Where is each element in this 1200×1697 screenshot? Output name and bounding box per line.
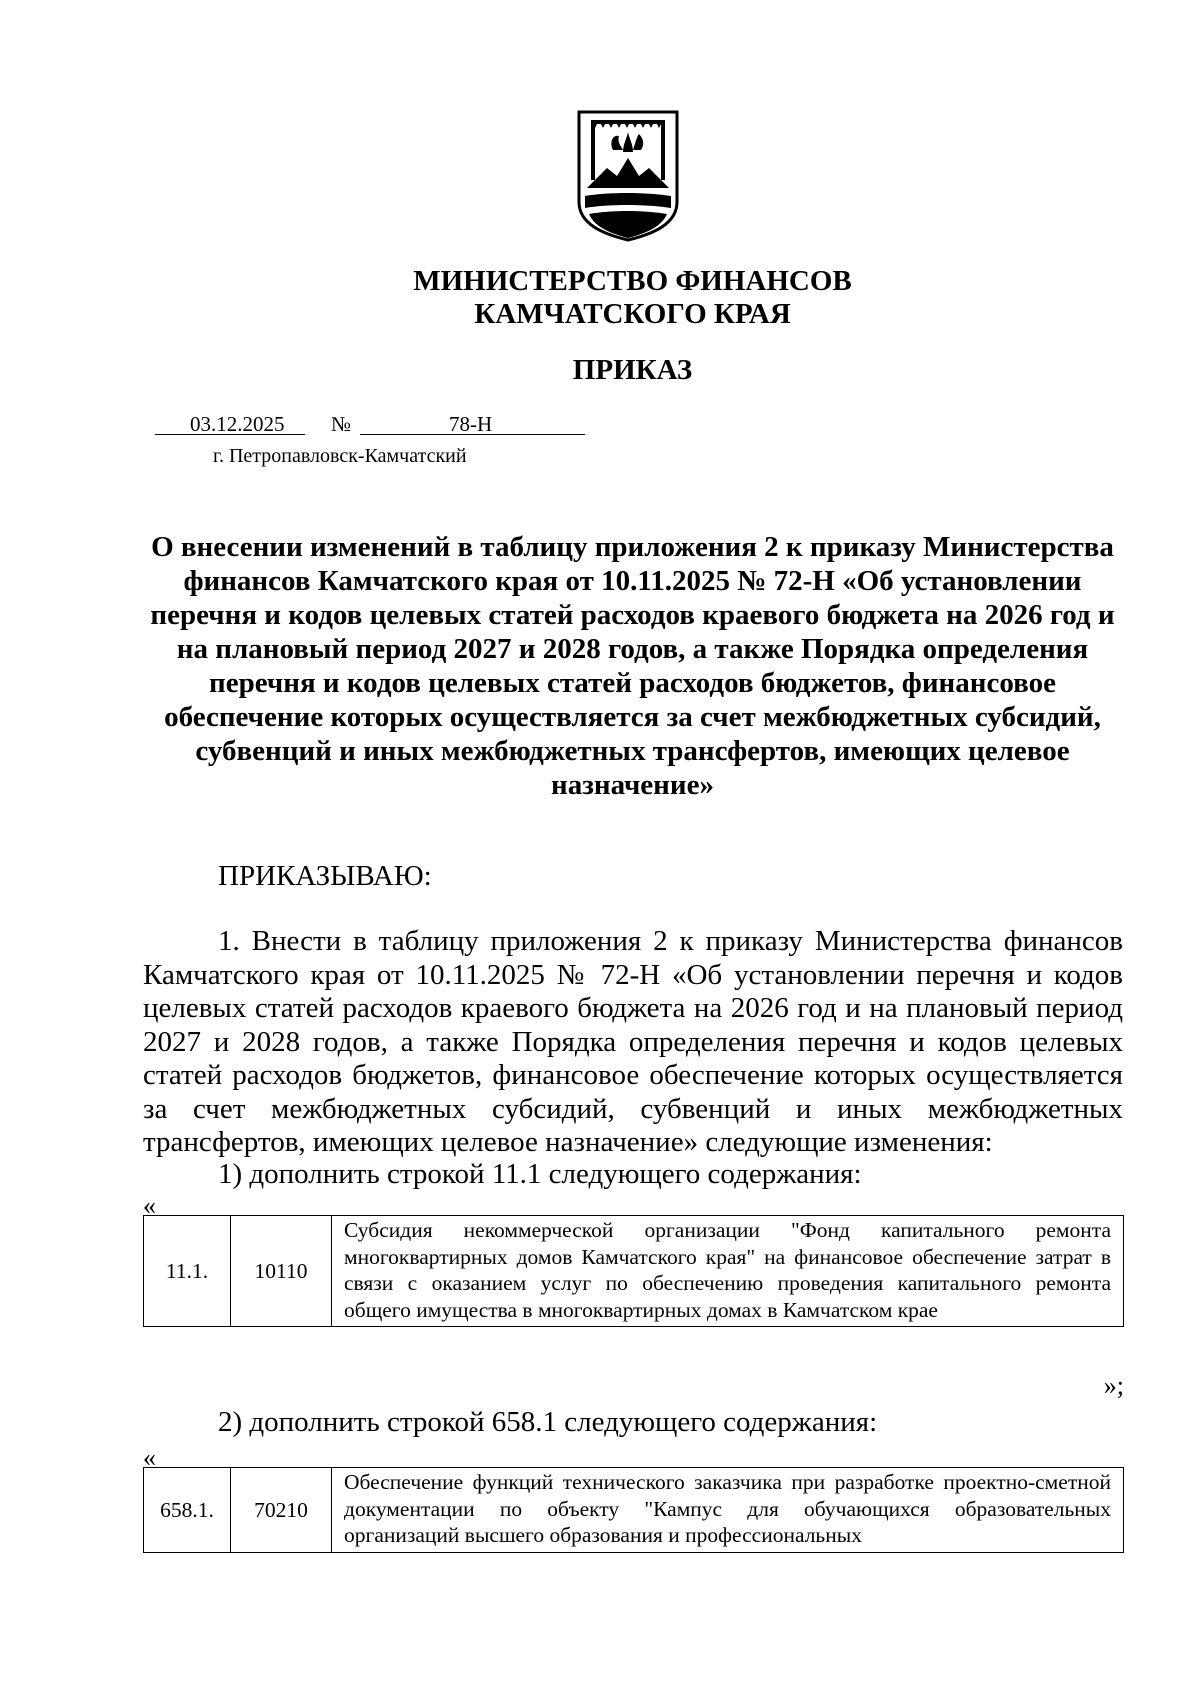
row-number-cell: 658.1. [144,1468,231,1553]
amendment-table-2 [143,1467,1124,1553]
order-word: ПРИКАЗЫВАЮ: [218,860,432,892]
table2-quote-open: « [143,1443,156,1472]
number-underline [360,434,585,435]
item-1: 1) дополнить строкой 11.1 следующего содержания: [218,1158,862,1190]
ministry-name [0,265,1200,331]
row-number-cell: 11.1. [144,1216,231,1327]
description-cell: Обеспечение функций технического заказчика при разработке проектно-сметной документации по объекту "Кампус для обучающихся образовательных организаций высшего образования и профессиональных [332,1468,1124,1553]
amendment-table-1 [143,1215,1124,1327]
code-cell: 70210 [231,1468,332,1553]
number-sign: № [331,412,352,436]
kamchatka-emblem-icon [577,110,679,242]
document-type: ПРИКАЗ [572,354,693,386]
item-2: 2) дополнить строкой 658.1 следующего содержания: [218,1406,878,1438]
ministry-name-line2: КАМЧАТСКОГО КРАЯ [474,298,791,330]
table-row [144,1216,1124,1327]
description-cell: Субсидия некоммерческой организации "Фонд капитального ремонта многоквартирных домов Камчатского края" на финансовое обеспечение затрат в связи с оказанием услуг по обеспечению проведения капитального ремонта общего имущества в многоквартирных домах в Камчатском крае [332,1216,1124,1327]
order-subject: О внесении изменений в таблицу приложения 2 к приказу Министерства финансов Камчатского края от 10.11.2025 № 72-Н «Об установлении перечня и кодов целевых статей расходов краевого бюджета на 2026 год и на плановый период 2027 и 2028 годов, а также Порядка определения перечня и кодов целевых статей расходов бюджетов, финансовое обеспечение которых осуществляется за счет межбюджетных субсидий, субвенций и иных межбюджетных трансфертов, имеющих целевое назначение» [150,531,1115,801]
ministry-name-line1: МИНИСТЕРСТВО ФИНАНСОВ [413,265,852,297]
paragraph-1: 1. Внести в таблицу приложения 2 к приказу Министерства финансов Камчатского края от 10.11.2025 № 72-Н «Об установлении перечня и кодов целевых статей расходов краевого бюджета на 2026 год и на плановый период 2027 и 2028 годов, а также Порядка определения перечня и кодов целевых статей расходов бюджетов, финансовое обеспечение которых осуществляется за счет межбюджетных субсидий, субвенций и иных межбюджетных трансфертов, имеющих целевое назначение» следующие изменения: [143,925,1123,1158]
order-date-number [155,410,585,434]
code-cell: 10110 [231,1216,332,1327]
table1-quote-open: « [143,1191,156,1220]
order-number: 78-Н [449,412,493,436]
table1-quote-close: »; [1103,1371,1124,1400]
order-date: 03.12.2025 [190,412,285,436]
table-row [144,1468,1124,1553]
date-underline [155,434,305,435]
city: г. Петропавловск-Камчатский [213,445,467,467]
